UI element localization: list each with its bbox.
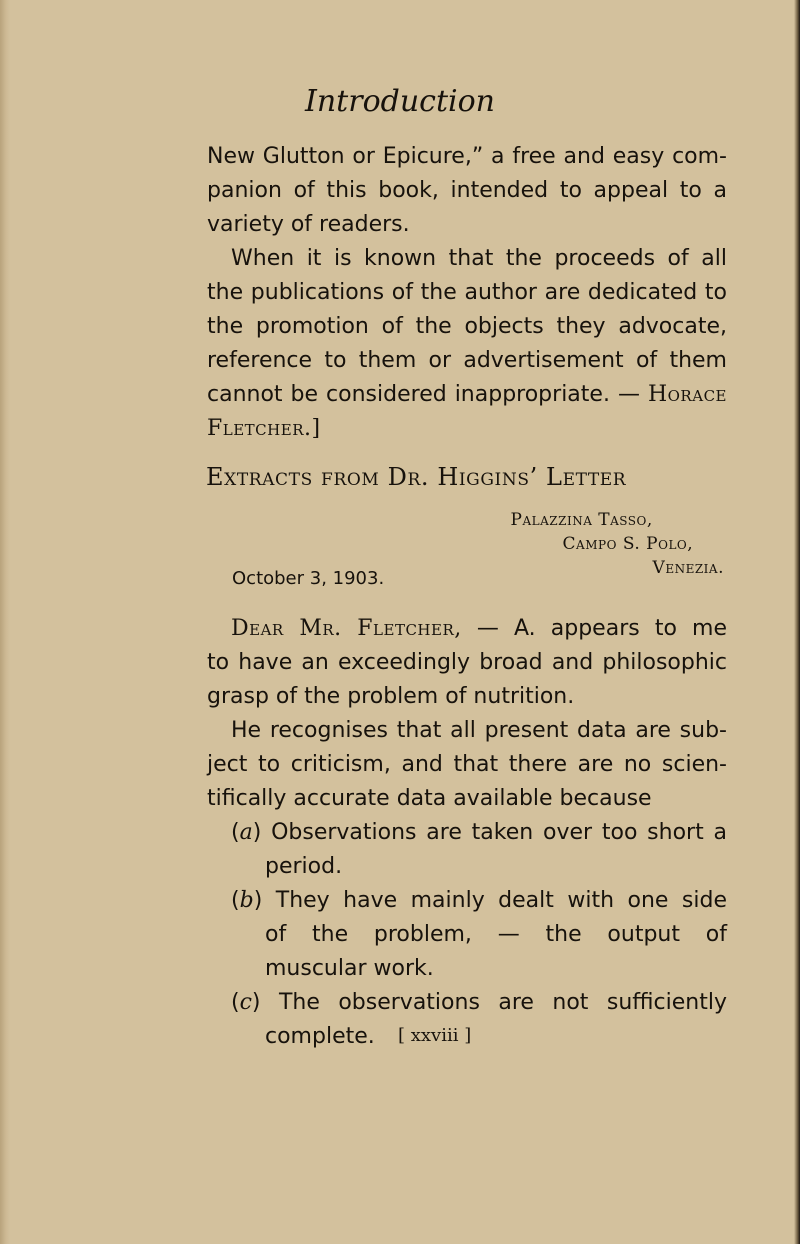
letter-body [207, 612, 727, 1054]
intro-paragraph [207, 140, 727, 446]
text-line: to have an exceedingly broad and philosophic [207, 650, 727, 675]
text-line: complete. [265, 1024, 375, 1049]
text-line [207, 378, 727, 412]
text-line: the publications of the author are dedicated to [207, 280, 727, 305]
item-label: c [239, 990, 252, 1015]
text-line: of the problem, — the output of [265, 922, 727, 947]
page-number: [ xxviii ] [398, 1025, 472, 1046]
list-item [207, 816, 727, 884]
text-line: tifically accurate data available because [207, 786, 652, 811]
text-line: ject to criticism, and that there are no scien- [207, 752, 727, 777]
address-line: Venezia. [652, 558, 724, 578]
item-label: a [239, 820, 253, 845]
text-line: (a) Observations are taken over too short a [231, 820, 727, 845]
text-line [207, 612, 727, 646]
text-fragment: — A. appears to me [461, 616, 727, 641]
text-line: (c) The observations are not sufficiently [231, 990, 728, 1015]
running-head: Introduction [305, 84, 495, 119]
text-line: He recognises that all present data are sub- [231, 718, 727, 743]
text-fragment: cannot be considered inappropriate. — [207, 382, 648, 407]
text-line: (b) They have mainly dealt with one side [231, 888, 727, 913]
list-item [207, 884, 727, 986]
page-edge-right [794, 0, 800, 1244]
text-fragment: They have mainly dealt with one side [275, 888, 727, 913]
text-fragment: Observations are taken over too short a [271, 820, 727, 845]
text-fragment: The observations are not sufficiently [278, 990, 728, 1015]
letter-address [511, 508, 724, 580]
address-line: Palazzina Tasso, [510, 510, 653, 530]
text-line: panion of this book, intended to appeal to a [207, 178, 727, 203]
text-line: grasp of the problem of nutrition. [207, 684, 575, 709]
section-heading: Extracts from Dr. Higgins’ Letter [206, 463, 627, 491]
address-line: Campo S. Polo, [562, 534, 694, 554]
letter-date: October 3, 1903. [232, 568, 385, 589]
text-line: the promotion of the objects they advocate, [207, 314, 727, 339]
text-line: variety of readers. [207, 212, 410, 237]
salutation: Dear Mr. Fletcher, [231, 616, 462, 641]
item-label: b [239, 888, 254, 913]
text-line: New Glutton or Epicure,” a free and easy com- [207, 144, 727, 169]
text-line: period. [265, 854, 343, 879]
author-name-continued: Fletcher.] [207, 416, 321, 441]
text-line: When it is known that the proceeds of all [231, 246, 727, 271]
text-line: muscular work. [265, 956, 434, 981]
text-line: reference to them or advertisement of them [207, 348, 727, 373]
page-edge-left [0, 0, 10, 1244]
author-name: Horace [647, 382, 727, 407]
